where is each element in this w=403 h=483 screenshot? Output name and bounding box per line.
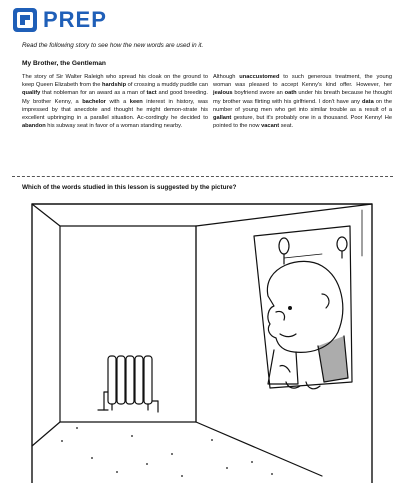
vocab-word: abandon <box>22 123 46 130</box>
intro-text: Read the following story to see how the new words are used in it. <box>22 42 204 49</box>
illustration <box>22 196 394 483</box>
vocab-word: jealous <box>213 90 233 97</box>
story-text: of crossing a muddy puddle can <box>126 82 208 89</box>
vocab-word: data <box>362 98 374 105</box>
vocab-word: qualify <box>22 90 41 97</box>
story-text: boyfriend swore an <box>232 90 285 97</box>
story-title: My Brother, the Gentleman <box>22 60 106 67</box>
vocab-word: unaccustomed <box>239 74 280 80</box>
story-text: interest in history, was impressed by that anecdote and thought he might demon-strate his excellent upbringing in a parallel situation. Ac-cordingly he decided to <box>22 98 208 122</box>
story-text: on the number of young men who get into similar trouble as a result of a <box>213 98 392 113</box>
story-text: seat. <box>279 123 294 130</box>
radiator-icon <box>98 356 158 412</box>
section-divider <box>12 176 393 177</box>
story-text: gesture, but it's probably one in a thousand. Poor Kenny! He pointed to the now <box>213 115 392 130</box>
vocab-word: gallant <box>213 115 232 122</box>
brand-name: PREP <box>43 7 107 32</box>
story-text: to such generous treatment, the young woman was pleased to accept Kenny's kind offer. However, her <box>213 74 392 89</box>
story-text: and good breeding. My brother Kenny, a <box>22 90 208 105</box>
question-text: Which of the words studied in this lesson is suggested by the picture? <box>22 184 237 191</box>
room-outline <box>32 204 372 483</box>
potted-plant-icon <box>279 237 347 264</box>
story-column-right <box>213 73 392 130</box>
vocab-word: oath <box>284 90 297 97</box>
story-text: The story of Sir Walter Raleigh who spread his cloak on the ground to keep Queen Elizabeth from the <box>22 74 208 89</box>
vocab-word: bachelor <box>82 98 106 105</box>
vocab-word: tact <box>146 90 157 97</box>
story-text: his subway seat in favor of a woman standing nearby. <box>45 123 183 130</box>
floor-texture <box>61 427 273 477</box>
story-text: Although <box>213 74 240 80</box>
vocab-word: keen <box>129 98 143 105</box>
bald-man-icon <box>267 261 348 388</box>
vocab-word: hardship <box>102 82 127 89</box>
brand-logo <box>12 6 107 34</box>
story-text: with a <box>105 98 130 105</box>
prep-logo-icon <box>12 7 38 33</box>
story-text: under his breath because he thought my brother was flirting with his girlfriend. I don't have any <box>213 90 392 105</box>
story-text: that nobleman for an award as a man of <box>40 90 147 97</box>
vocab-word: vacant <box>261 123 280 130</box>
story-column-left <box>22 73 208 130</box>
